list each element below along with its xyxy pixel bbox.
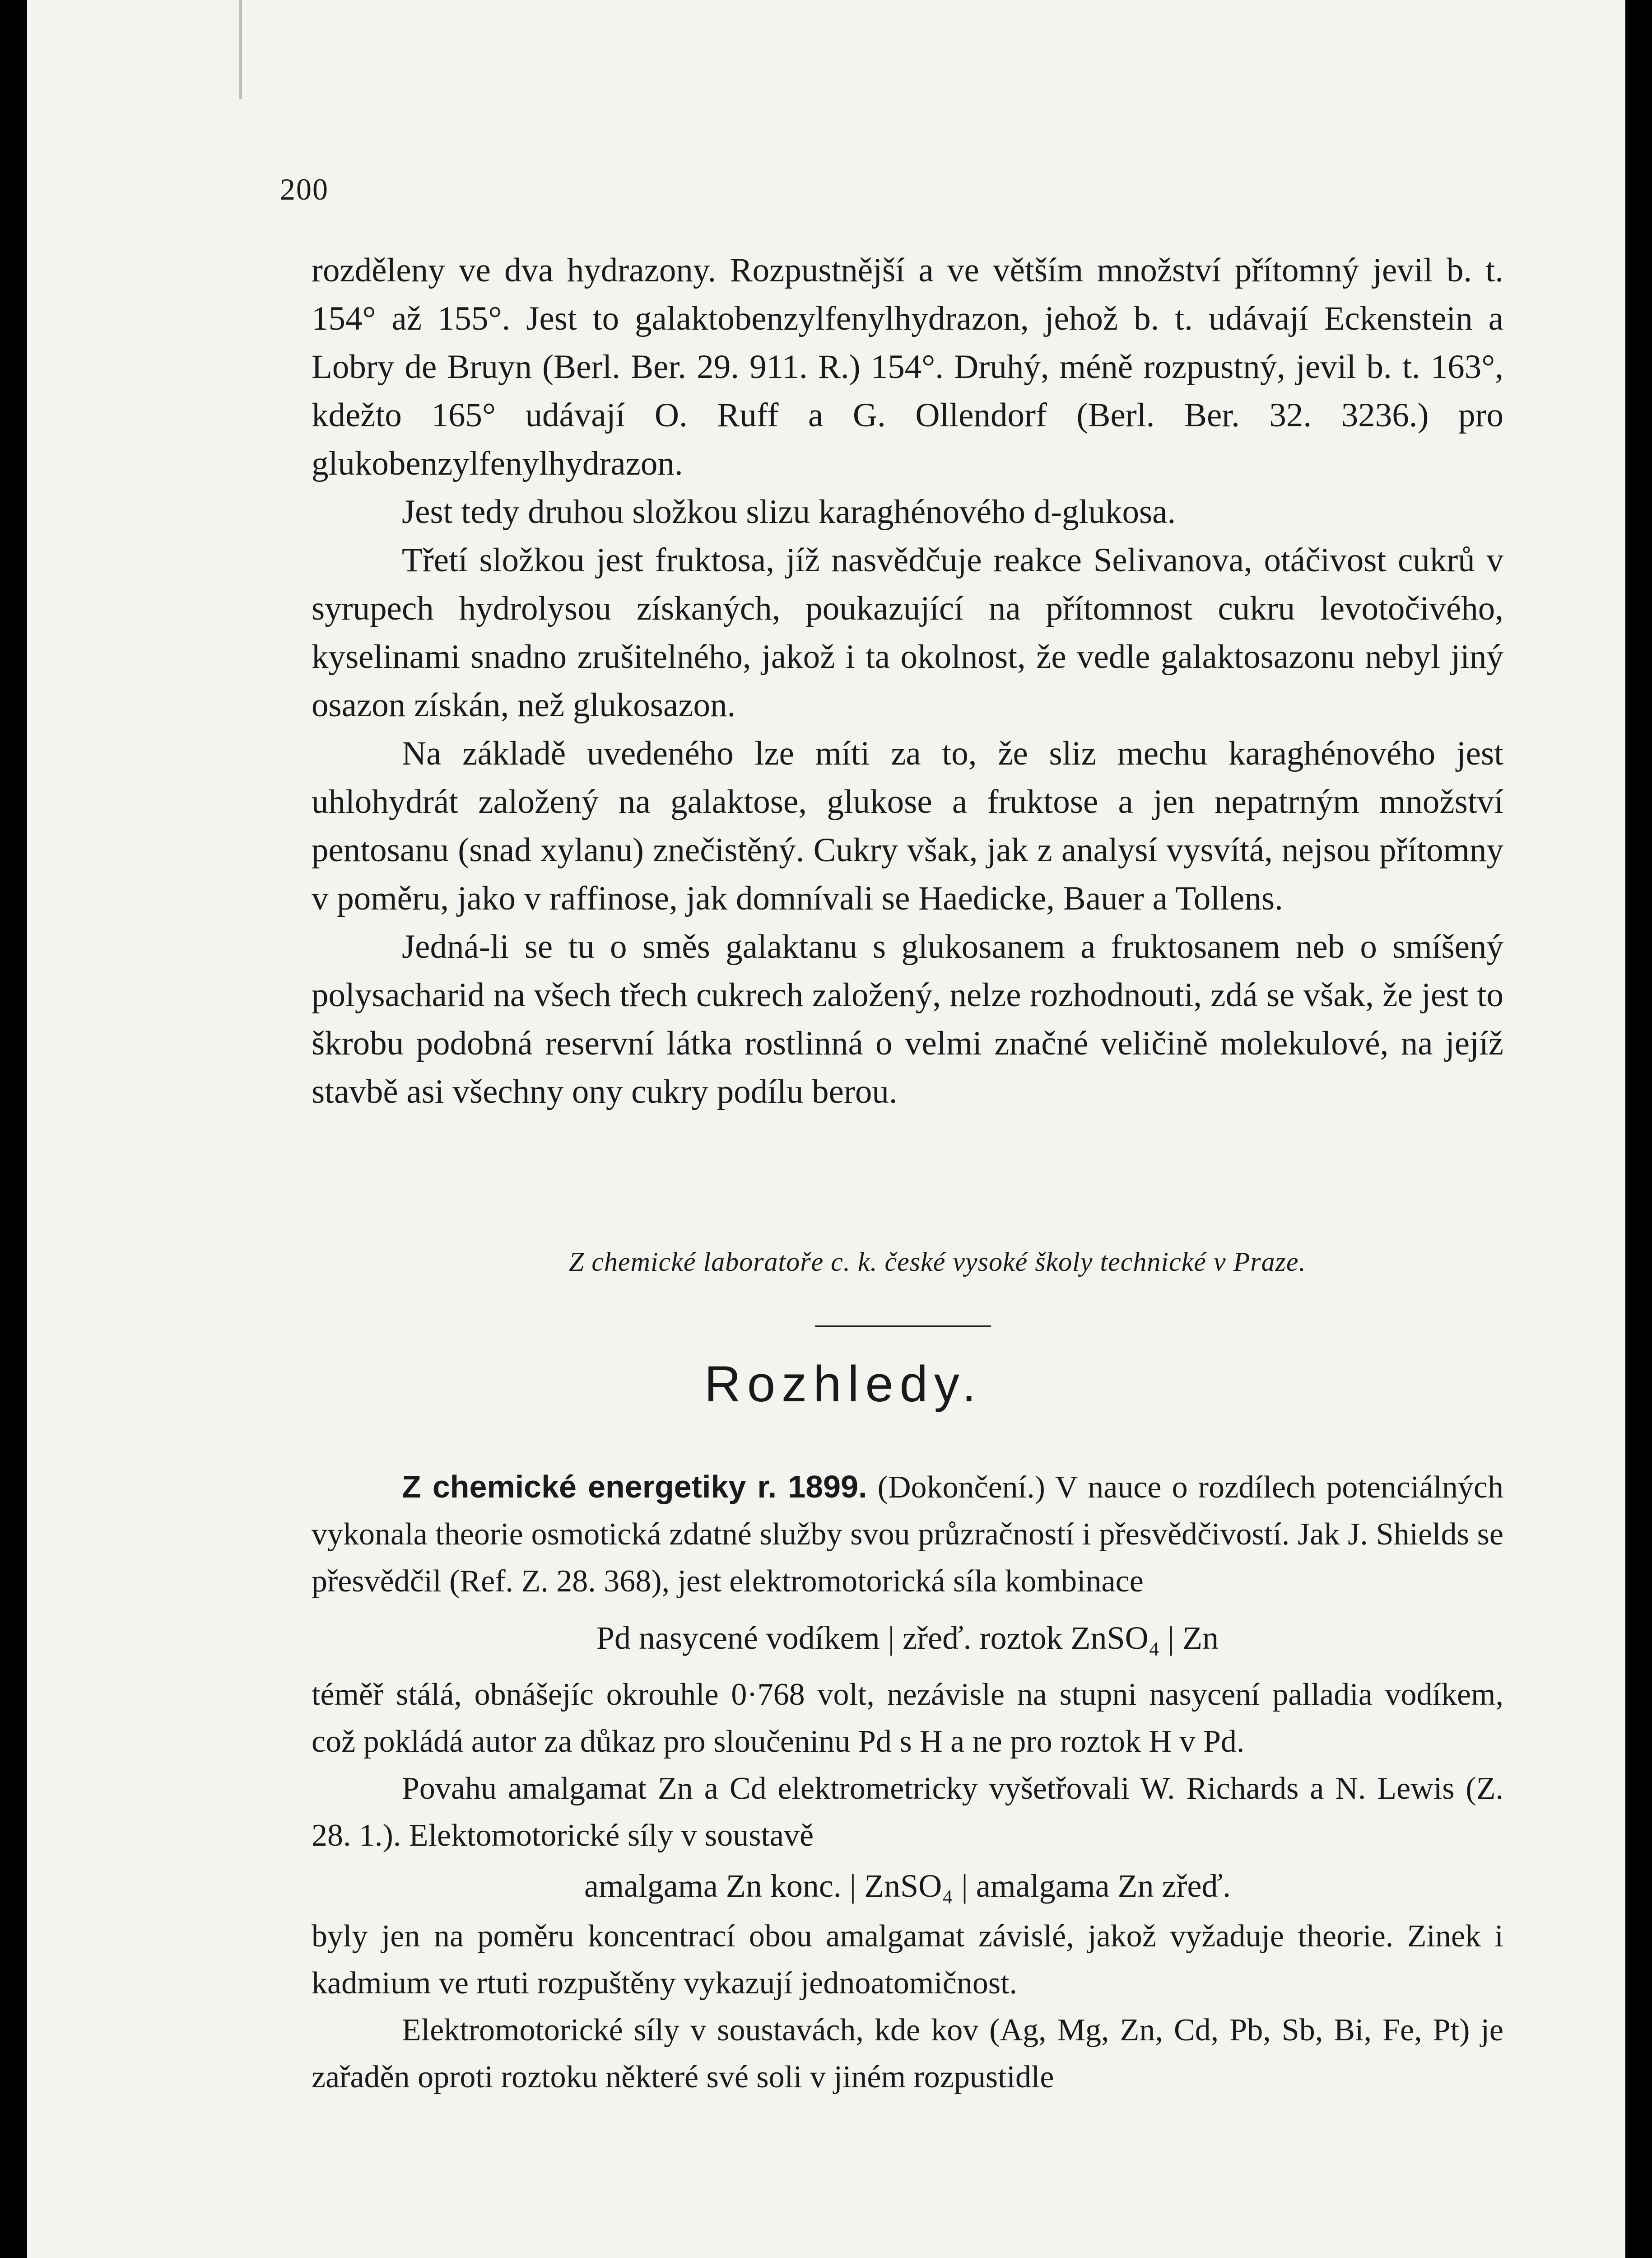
- subheading: Z chemické energetiky r. 1899.: [402, 1469, 867, 1504]
- attribution: Z chemické laboratoře c. k. české vysoké školy technické v Praze.: [569, 1247, 1306, 1277]
- section-title: Rozhledy.: [704, 1356, 982, 1412]
- paragraph-4: Na základě uvedeného lze míti za to, že sliz mechu karaghénového jest uhlohydrát založený na galaktose, glukose a fruktose a jen nepatrným množství pentosanu (snad xylanu) znečistěný. Cukry však, jak z analysí vysvítá, nejsou přítomny v poměru, jako v raffinose, jak domnívali se Haedicke, Bauer a Tollens.: [312, 735, 1503, 917]
- review-paragraph-1: [312, 1463, 1503, 1605]
- review-paragraph-4: byly jen na poměru koncentrací obou amalgamat závislé, jakož vyžaduje theorie. Zinek i kadmium ve rtuti rozpuštěny vykazují jednoatomičnost.: [312, 1919, 1503, 2001]
- review-paragraph-5: Elektromotorické síly v soustavách, kde kov (Ag, Mg, Zn, Cd, Pb, Sb, Bi, Fe, Pt) je zařaděn oproti roztoku některé své soli v jiném rozpustidle: [312, 2013, 1503, 2095]
- section-divider: [815, 1325, 991, 1327]
- paragraph-2: Jest tedy druhou složkou slizu karaghénového d-glukosa.: [402, 493, 1176, 531]
- formula-1: Pd nasycené vodíkem | zřeď. roztok ZnSO₄ | Zn: [596, 1620, 1219, 1656]
- paragraph-1: rozděleny ve dva hydrazony. Rozpustnější a ve větším množství přítomný jevil b. t. 154° až 155°. Jest to galaktobenzylfenylhydrazon, jehož b. t. udávají Eckenstein a Lobry de Bruyn (Berl. Ber. 29. 911. R.) 154°. Druhý, méně rozpustný, jevil b. t. 163°, kdežto 165° udávají O. Ruff a G. Ollendorf (Berl. Ber. 32. 3236.) pro glukobenzylfenylhydrazon.: [312, 252, 1503, 482]
- paragraph-3: Třetí složkou jest fruktosa, jíž nasvědčuje reakce Selivanova, otáčivost cukrů v syrupech hydrolysou získaných, poukazující na přítomnost cukru levotočivého, kyselinami snadno zrušitelného, jakož i ta okolnost, že vedle galaktosazonu nebyl jiný osazon získán, než glukosazon.: [312, 541, 1503, 724]
- page-number: 200: [280, 172, 329, 206]
- review-paragraph-2: téměř stálá, obnášejíc okrouhle 0·768 volt, nezávisle na stupni nasycení palladia vodíkem, což pokládá autor za důkaz pro sloučeninu Pd s H a ne pro roztok H v Pd.: [312, 1677, 1503, 1759]
- review-paragraph-1-text: (Dokončení.) V nauce o rozdílech potenciálných vykonala theorie osmotická zdatné služby svou průzračností i přesvědčivostí. Jak J. Shields se přesvědčil (Ref. Z. 28. 368), jest elektromotorická síla kombinace: [312, 1470, 1504, 1599]
- scan-mark: [239, 0, 242, 99]
- paragraph-5: Jedná-li se tu o směs galaktanu s glukosanem a fruktosanem neb o smíšený polysacharid na všech třech cukrech založený, nelze rozhodnouti, zdá se však, že jest to škrobu podobná reservní látka rostlinná o velmi značné veličině molekulové, na jejíž stavbě asi všechny ony cukry podílu berou.: [312, 928, 1503, 1110]
- review-paragraph-3: Povahu amalgamat Zn a Cd elektrometricky vyšetřovali W. Richards a N. Lewis (Z. 28. 1.). Elektomotorické síly v soustavě: [312, 1771, 1503, 1853]
- review-section: [312, 1463, 1503, 2101]
- document-page: [27, 0, 1625, 2258]
- formula-2: amalgama Zn konc. | ZnSO₄ | amalgama Zn zřeď.: [584, 1868, 1231, 1904]
- article-body: [312, 246, 1503, 1116]
